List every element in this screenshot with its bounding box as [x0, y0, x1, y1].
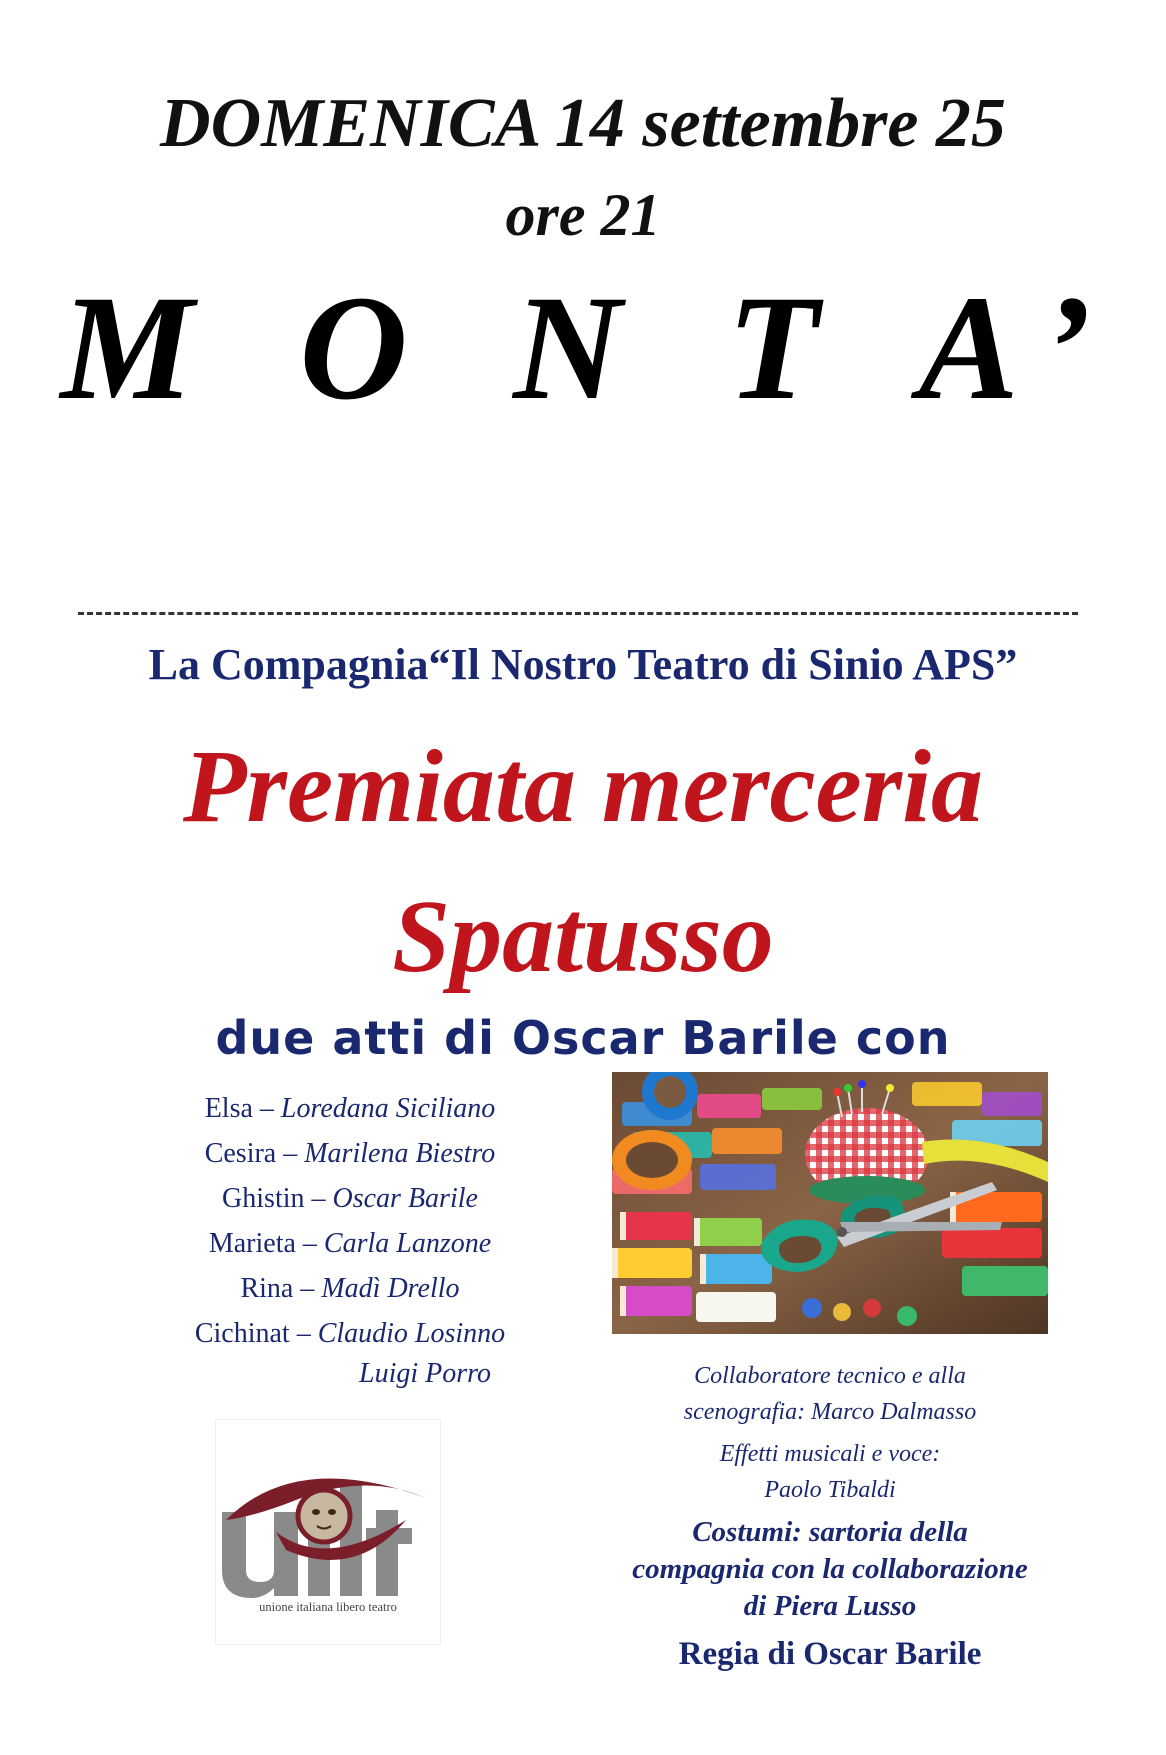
cast-role: Ghistin — [222, 1183, 305, 1214]
cast-item — [120, 1176, 580, 1221]
credit-director: Regia di Oscar Barile — [678, 1636, 982, 1672]
cast-actor: Luigi Porro — [359, 1358, 491, 1389]
cast-separator: – — [304, 1183, 333, 1214]
show-title-line2: Spatusso — [392, 879, 774, 994]
cast-separator: – — [295, 1228, 324, 1259]
cast-actor: Madì Drello — [321, 1273, 460, 1304]
cast-role: Rina — [240, 1273, 294, 1304]
credit-technical — [600, 1358, 1060, 1430]
cast-role: Cichinat — [194, 1318, 290, 1349]
event-date: DOMENICA 14 settembre 25 — [160, 85, 1006, 162]
cast-role: Elsa — [204, 1093, 253, 1124]
logo-caption: unione italiana libero teatro — [259, 1600, 397, 1614]
event-time: ore 21 — [505, 182, 661, 248]
cast-item — [120, 1086, 580, 1131]
credit-line: scenografia: Marco Dalmasso — [683, 1399, 977, 1425]
cast-separator: – — [276, 1138, 305, 1169]
cast-item — [120, 1221, 580, 1266]
cast-separator: – — [293, 1273, 322, 1304]
show-title-line1: Premiata merceria — [182, 729, 984, 844]
uilt-logo — [216, 1420, 440, 1644]
credit-line: di Piera Lusso — [743, 1590, 917, 1622]
cast-list — [120, 1086, 580, 1394]
credit-line: Costumi: sartoria della — [692, 1516, 968, 1548]
cast-item — [120, 1311, 580, 1356]
company-name: La Compagnia“Il Nostro Teatro di Sinio APS” — [148, 640, 1018, 689]
credit-music — [600, 1436, 1060, 1508]
credit-line: Paolo Tibaldi — [764, 1477, 896, 1503]
cast-actor: Carla Lanzone — [323, 1228, 492, 1259]
cast-item-extra — [120, 1356, 580, 1394]
dashed-divider — [78, 612, 1078, 615]
cast-actor: Marilena Biestro — [304, 1138, 496, 1169]
cast-actor: Claudio Losinno — [317, 1318, 506, 1349]
cast-actor: Loredana Siciliano — [280, 1093, 496, 1124]
credit-line: Collaboratore tecnico e alla — [694, 1363, 966, 1389]
show-subtitle: due atti di Oscar Barile con — [215, 1011, 951, 1065]
cast-item — [120, 1266, 580, 1311]
event-town: M O N T A’ — [60, 265, 1126, 431]
cast-separator: – — [252, 1093, 281, 1124]
credit-costumes — [600, 1514, 1060, 1625]
credits-block — [600, 1358, 1060, 1675]
cast-separator: – — [289, 1318, 318, 1349]
cast-actor: Oscar Barile — [332, 1183, 478, 1214]
cast-role: Cesira — [204, 1138, 277, 1169]
cast-role: Marieta — [208, 1228, 296, 1259]
cast-item — [120, 1131, 580, 1176]
credit-line: Effetti musicali e voce: — [719, 1441, 941, 1467]
credit-line: compagnia con la collaborazione — [632, 1553, 1028, 1585]
sewing-supplies-photo — [612, 1072, 1048, 1334]
